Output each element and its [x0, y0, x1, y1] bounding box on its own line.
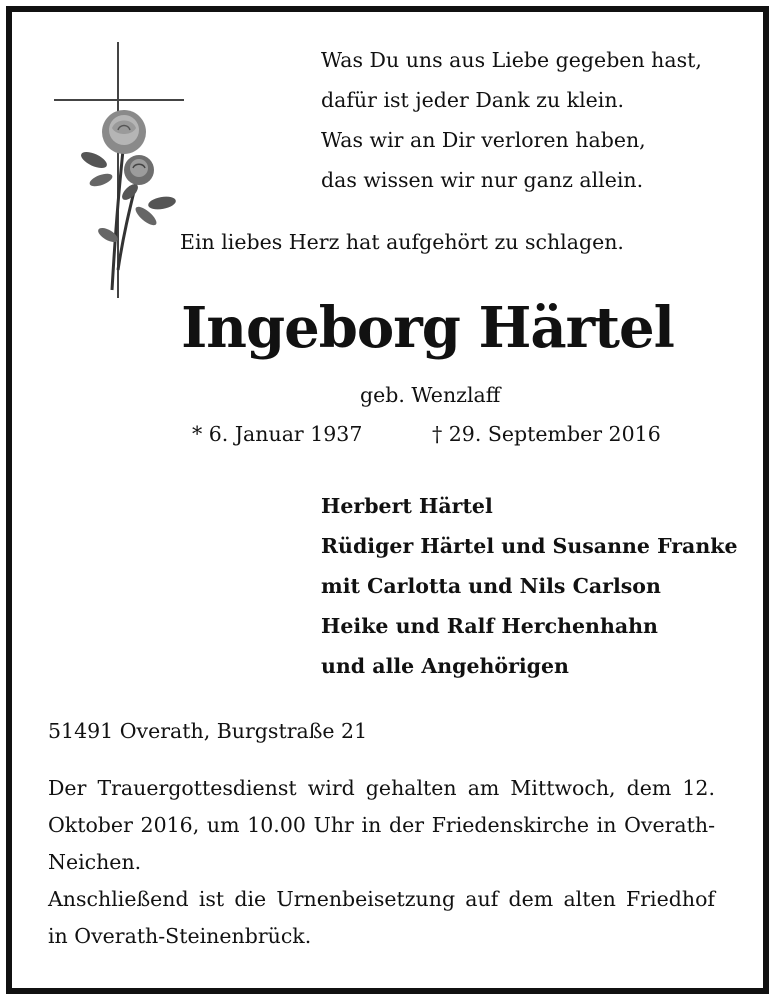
mourner-line: und alle Angehörigen — [321, 654, 569, 678]
burial-paragraph: Anschließend ist die Urnenbeisetzung auf dem alten Friedhof in Overath-Steinenbrück. — [48, 887, 715, 948]
poem-line: dafür ist jeder Dank zu klein. — [321, 88, 625, 112]
poem-line: Was Du uns aus Liebe gegeben hast, — [321, 48, 702, 72]
death-date: † 29. September 2016 — [432, 422, 661, 446]
mourner-line: Rüdiger Härtel und Susanne Franke — [321, 534, 738, 558]
deceased-name: Ingeborg Härtel — [181, 295, 674, 361]
service-paragraph: Der Trauergottesdienst wird gehalten am Mittwoch, dem 12. Oktober 2016, um 10.00 Uhr in der Friedenskirche in Overath-Neichen. — [48, 776, 715, 874]
poem-line: Was wir an Dir verloren haben, — [321, 128, 646, 152]
mourner-line: Herbert Härtel — [321, 494, 493, 518]
birth-date: * 6. Januar 1937 — [192, 422, 363, 446]
mourner-line: Heike und Ralf Herchenhahn — [321, 614, 658, 638]
mourners-list — [321, 486, 738, 686]
poem-line: das wissen wir nur ganz allein. — [321, 168, 644, 192]
birth-name: geb. Wenzlaff — [360, 383, 501, 407]
headline: Ein liebes Herz hat aufgehört zu schlagen. — [180, 230, 624, 254]
service-notice — [48, 770, 715, 955]
cross-with-roses-icon — [46, 40, 191, 302]
poem — [321, 40, 702, 200]
address: 51491 Overath, Burgstraße 21 — [48, 719, 368, 743]
mourner-line: mit Carlotta und Nils Carlson — [321, 574, 661, 598]
